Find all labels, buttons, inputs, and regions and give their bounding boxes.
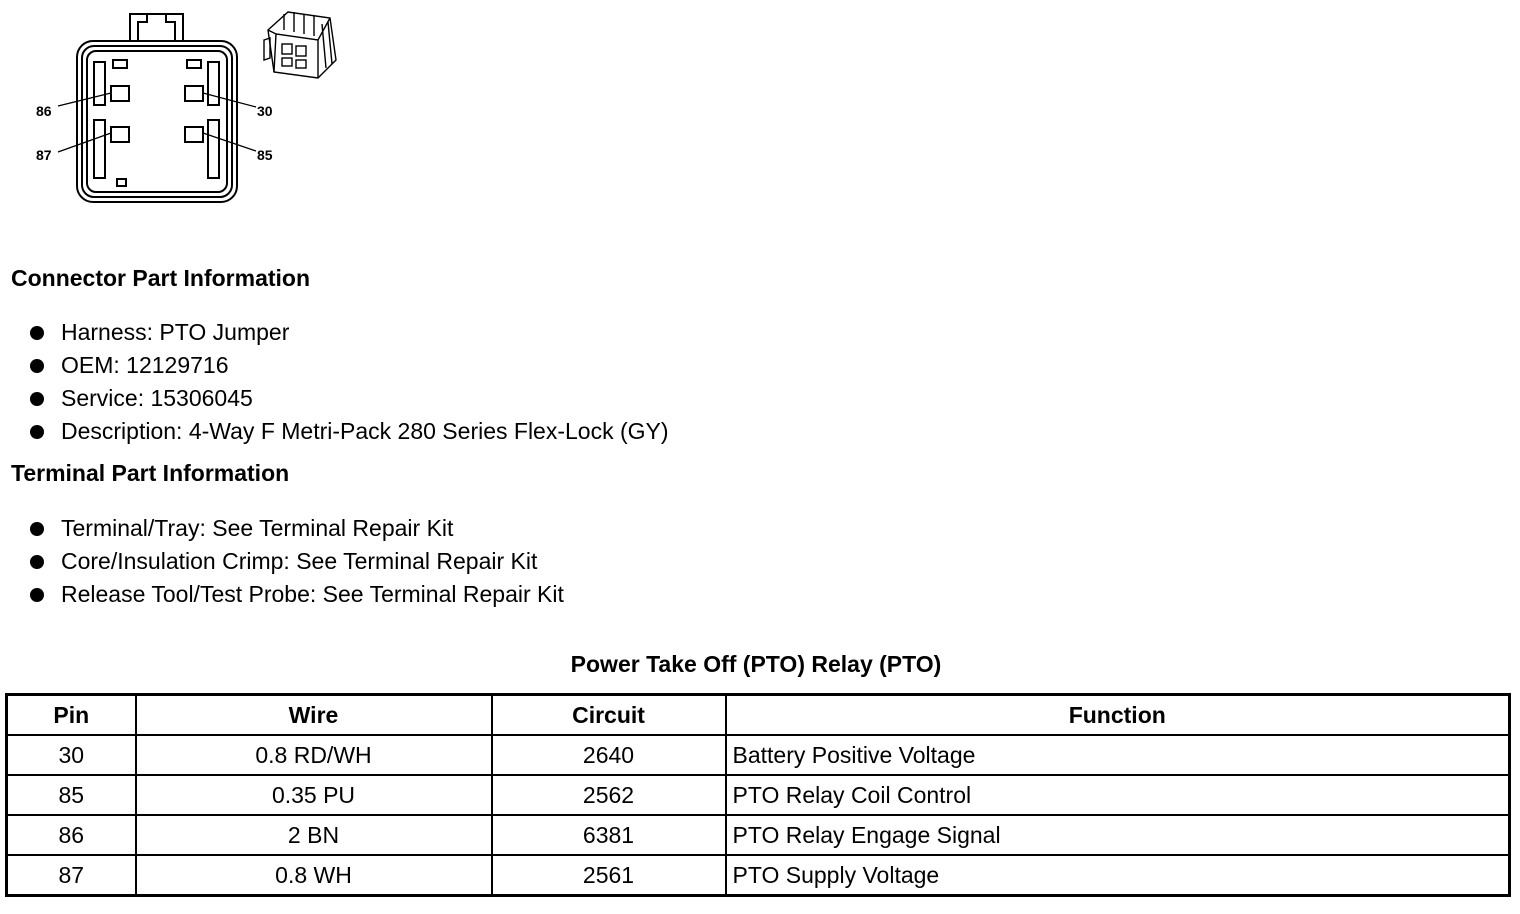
list-item: [28, 578, 564, 611]
pin-label-30: 30: [257, 103, 273, 119]
header-function: Function: [726, 695, 1510, 736]
list-item: [28, 545, 564, 578]
cell-pin: 87: [7, 855, 136, 896]
cell-circuit: 2561: [492, 855, 726, 896]
release-tool-text: Release Tool/Test Probe: See Terminal Repair Kit: [61, 581, 564, 607]
service-text: Service: 15306045: [61, 385, 253, 411]
connector-3d-thumbnail: [264, 12, 336, 78]
cell-function: Battery Positive Voltage: [726, 735, 1510, 775]
connector-info-list: [28, 316, 669, 448]
list-item: [28, 316, 669, 349]
cell-circuit: 2640: [492, 735, 726, 775]
terminal-info-heading: Terminal Part Information: [11, 460, 290, 486]
list-item: [28, 415, 669, 448]
table-header-row: [7, 695, 1510, 736]
table-row: [7, 775, 1510, 815]
pin-label-87: 87: [36, 147, 52, 163]
cell-pin: 85: [7, 775, 136, 815]
cell-function: PTO Supply Voltage: [726, 855, 1510, 896]
cell-wire: 0.8 RD/WH: [136, 735, 492, 775]
cell-function: PTO Relay Coil Control: [726, 775, 1510, 815]
table-row: [7, 735, 1510, 775]
list-item: [28, 512, 564, 545]
connector-info-heading: Connector Part Information: [11, 265, 311, 291]
harness-text: Harness: PTO Jumper: [61, 319, 290, 345]
cell-function: PTO Relay Engage Signal: [726, 815, 1510, 855]
crimp-text: Core/Insulation Crimp: See Terminal Repair Kit: [61, 548, 538, 574]
header-pin: Pin: [7, 695, 136, 736]
bullet-icon: [30, 359, 44, 373]
list-item: [28, 382, 669, 415]
cell-wire: 2 BN: [136, 815, 492, 855]
cell-wire: 0.8 WH: [136, 855, 492, 896]
list-item: [28, 349, 669, 382]
header-wire: Wire: [136, 695, 492, 736]
terminal-info-list: [28, 512, 564, 611]
bullet-icon: [30, 425, 44, 439]
cell-pin: 30: [7, 735, 136, 775]
header-circuit: Circuit: [492, 695, 726, 736]
bullet-icon: [30, 522, 44, 536]
pin-table: [5, 693, 1511, 897]
bullet-icon: [30, 326, 44, 340]
table-row: [7, 855, 1510, 896]
table-row: [7, 815, 1510, 855]
cell-wire: 0.35 PU: [136, 775, 492, 815]
bullet-icon: [30, 555, 44, 569]
cell-pin: 86: [7, 815, 136, 855]
bullet-icon: [30, 392, 44, 406]
bullet-icon: [30, 588, 44, 602]
description-text: Description: 4-Way F Metri-Pack 280 Series Flex-Lock (GY): [61, 418, 669, 444]
connector-diagram: [0, 0, 360, 215]
cell-circuit: 6381: [492, 815, 726, 855]
table-title: Power Take Off (PTO) Relay (PTO): [570, 651, 942, 677]
cell-circuit: 2562: [492, 775, 726, 815]
terminal-tray-text: Terminal/Tray: See Terminal Repair Kit: [61, 515, 454, 541]
pin-label-85: 85: [257, 147, 273, 163]
pin-label-86: 86: [36, 103, 52, 119]
oem-text: OEM: 12129716: [61, 352, 229, 378]
